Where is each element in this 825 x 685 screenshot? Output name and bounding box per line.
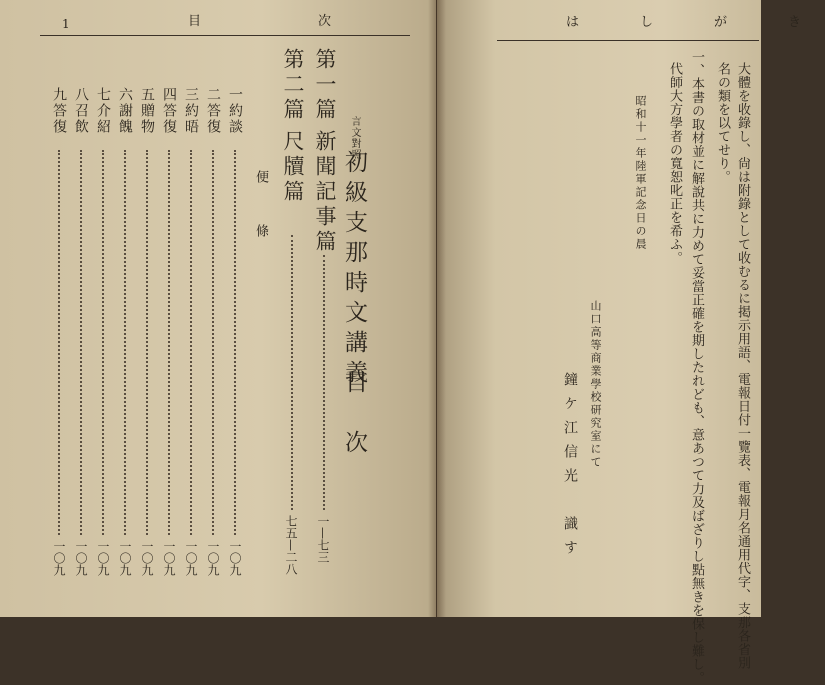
header-rule xyxy=(40,35,410,36)
header-label-moku: 目 xyxy=(188,14,202,29)
section-heading: 便 條 xyxy=(253,170,268,251)
entry-4-page: 一〇九 xyxy=(162,540,176,576)
entry-7-label: 七介紹 xyxy=(95,87,111,136)
chapter-2-title: 尺牘篇 xyxy=(281,130,305,205)
entry-5-label: 五贈物 xyxy=(139,87,155,136)
title-annotation: 言文對照 xyxy=(349,116,360,160)
entry-6-leader xyxy=(124,150,126,535)
chapter-1-title: 新聞記事篇 xyxy=(313,130,337,255)
header-label-ji: 次 xyxy=(318,14,332,29)
entry-3-leader xyxy=(190,150,192,535)
entry-3-label: 三約晤 xyxy=(183,87,199,136)
entry-2-page: 一〇九 xyxy=(206,540,220,576)
entry-4-leader xyxy=(168,150,170,535)
preface-date: 昭和十一年陸軍記念日の晨 xyxy=(634,95,647,251)
entry-2-leader xyxy=(212,150,214,535)
entry-9-label: 九答復 xyxy=(51,87,67,136)
preface-affiliation: 山口高等商業學校研究室にて xyxy=(589,300,602,469)
preface-line-2: 名の類を以てせり。 xyxy=(715,62,730,184)
entry-8-page: 一〇九 xyxy=(74,540,88,576)
entry-1-page: 一〇九 xyxy=(228,540,242,576)
chapter-2-name: 第二篇 xyxy=(281,48,305,123)
entry-6-page: 一〇九 xyxy=(118,540,132,576)
entry-3-page: 一〇九 xyxy=(184,540,198,576)
entry-7-page: 一〇九 xyxy=(96,540,110,576)
entry-1-label: 一約談 xyxy=(227,87,243,136)
entry-9-page: 一〇九 xyxy=(52,540,66,576)
preface-line-3: 一、本書の取材並に解說共に力めて妥當正確を期したれども、意あつて力及ばざりし點無きを保し難し。 xyxy=(689,50,704,685)
preface-line-1: 大體を收錄し、尙は附錄として收むるに掲示用語、電報日付一覽表、電報月名通用代字、支那各省別 xyxy=(735,62,750,670)
chapter-1-name: 第一篇 xyxy=(313,48,337,123)
chapter-2-leader xyxy=(291,235,293,510)
chapter-2-pages: 七五—二八 xyxy=(284,515,298,575)
entry-9-leader xyxy=(58,150,60,535)
chapter-1-leader xyxy=(323,255,325,510)
entry-1-leader xyxy=(234,150,236,535)
entry-5-leader xyxy=(146,150,148,535)
preface-header-rule xyxy=(497,40,759,41)
entry-5-page: 一〇九 xyxy=(140,540,154,576)
book-title: 初級支那時文講義 xyxy=(341,150,367,390)
entry-4-label: 四答復 xyxy=(161,87,177,136)
preface-header: は し が き xyxy=(566,15,825,30)
entry-2-label: 二答復 xyxy=(205,87,221,136)
entry-6-label: 六謝餽 xyxy=(117,87,133,136)
toc-heading: 目 次 xyxy=(341,370,367,460)
entry-8-label: 八召飲 xyxy=(73,87,89,136)
page-number: 1 xyxy=(62,17,70,31)
preface-author: 鐘ケ江信光 識す xyxy=(562,372,578,564)
entry-8-leader xyxy=(80,150,82,535)
preface-line-4: 代師大方學者の寬恕叱正を希ふ。 xyxy=(667,62,682,265)
chapter-1-pages: 一—七三 xyxy=(316,515,330,563)
entry-7-leader xyxy=(102,150,104,535)
book-gutter xyxy=(428,0,446,617)
